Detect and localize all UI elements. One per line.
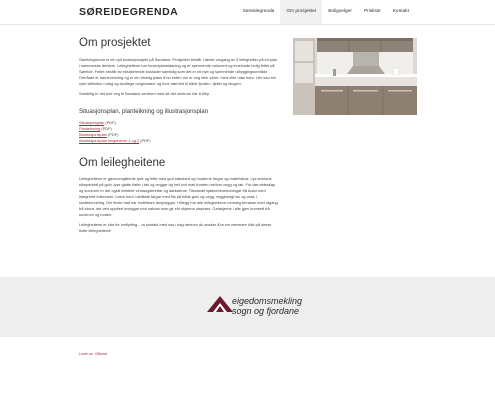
main-nav — [237, 0, 415, 24]
nav-item-om-prosjektet[interactable]: Om prosjektet — [280, 0, 322, 24]
apartments-paragraph: Leilegheitene er gjennomgående lyse og lette med god standard og moderne fargar og materialval. Lys sivirlaus eikeparkett på golv, lyse glatte flater i tak og veggar og heil kvit malt fronten mellom vegg og tak. For dør-ekteskap og soverom er det også inntekte vindaugsbrettar og dørkarmar. Tilsvande kjøkkeninnredningar frå Aubo med integrerte kvitevarer. Lekre baol i delikate fargar med flis på både golv og vegg, vegghengt wc og vask i skuffeinnreiing. Del finste bad har innfelbare dusjveggar. I tillegg har alle leilegheitene romsleg terrasse med utgang frå stova, det vert opplfert leveggar mot naboar som gir ein skjerma uteplass. Garasjerne i alle gjen bomsett frå soverom og boden. — [79, 176, 278, 217]
about-paragraph: Søreidegrenda er eit nytt bustadprosjekt på Sandane. Prosjektet består i første omgang av 5 leilegheiter på eit plan i sameanske denane. Leilegheitene har hovedplaneløsning og er spennende volumert og inneholde bolig feltet på Søreide. Feltet består av eksisterende bustader samtidig som det er eit nytt og spennende utbyggingsområde. Området er barnevennleg og er ein trivelig plass å bu enten om er ung eller eldre, med eller utan barn. Her kan ein nyte stillheita i roleg og landlege omgivnader og inne nærheit til både fjorden, fjellet og skogen. — [79, 57, 278, 86]
kitchen-photo — [293, 38, 417, 115]
footer-logo-line-1: eigedomsmekling — [232, 296, 303, 306]
main-content — [79, 37, 279, 234]
plans-heading: Situasjonsplan, planteikning og illustrasjonsplan — [79, 108, 209, 115]
nav-item-soreidegrenda[interactable]: Søreidegrenda — [242, 9, 275, 14]
nav-item-boligvelger[interactable]: Boligvelger — [328, 9, 352, 14]
site-logo[interactable]: SØREIDEGRENDA — [79, 6, 179, 18]
kitchen-illustration — [293, 38, 417, 115]
top-navigation-bar — [0, 0, 495, 25]
page-title: Om prosjektet — [79, 37, 151, 49]
file-type-label: (PDF) — [100, 126, 112, 131]
apartments-heading: Om leilegheitene — [79, 157, 166, 169]
credit-link[interactable]: Levert av: Oßkreat — [79, 352, 108, 356]
situasjonsplan-link[interactable]: Situasjonsplan — [79, 120, 105, 125]
file-type-label: (PDF) — [139, 138, 151, 143]
apartments-paragraph-2: Leilegheitene er klar for innflytting – ta kontakt med oss i dag dersom du ønsker å ta ein nærmare kikk på desse flotte leilegheitene! — [79, 222, 272, 233]
list-item — [79, 138, 279, 144]
footer-logo[interactable] — [232, 296, 302, 316]
file-type-label: (PDF) — [104, 120, 116, 125]
eigedomsmekling-emblem-icon — [207, 294, 233, 317]
planteikning-link[interactable]: Planteikning — [79, 126, 101, 131]
file-type-label: (PDF) — [106, 132, 119, 137]
plans-link-list — [79, 120, 279, 144]
footer-logo-line-2: sogn og fjordane — [232, 306, 300, 316]
illustrasjonsplan-inngang-link[interactable]: Illustrasjonsplan innganshrn 1 og 2 — [79, 138, 140, 143]
nav-item-prisliste[interactable]: Prisliste — [363, 9, 381, 14]
illustrasjonsplan-link[interactable]: Illustrasjonsplan — [79, 132, 107, 137]
about-paragraph-2: Sambilig er det kort veg til Sandane sentrum med alt det sentrum har å tilby. — [79, 91, 210, 96]
nav-item-kontakt[interactable]: Kontakt — [392, 9, 409, 14]
